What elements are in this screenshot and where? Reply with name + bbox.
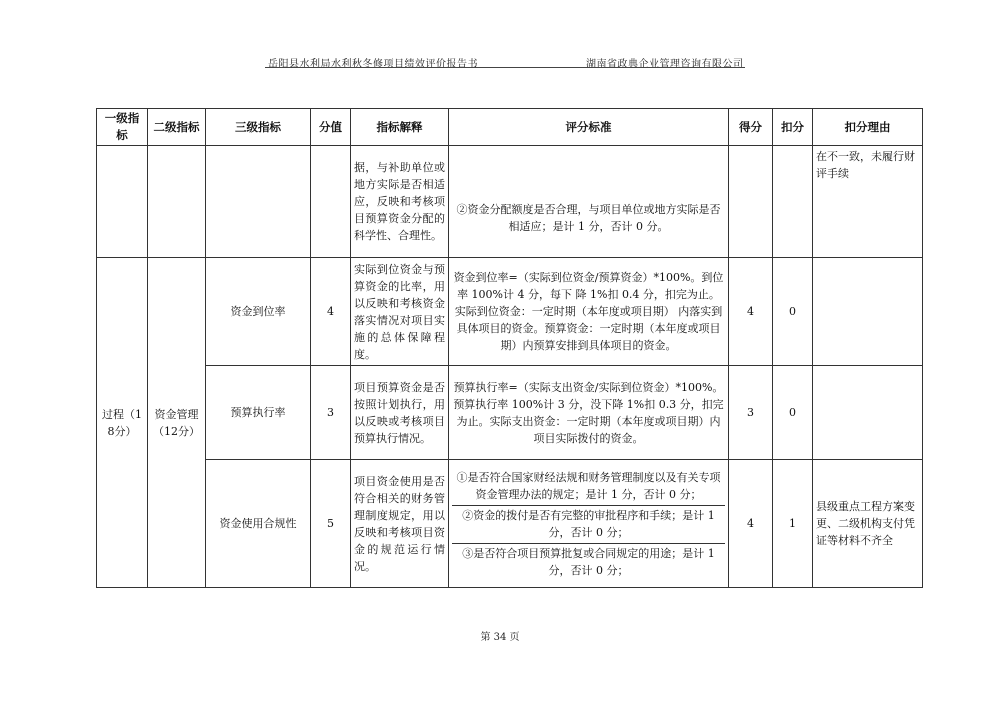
deduction-cell: 1: [773, 460, 813, 588]
page-number: 第 34 页: [480, 632, 520, 643]
explanation-cell: 实际到位资金与预算资金的比率，用以反映和考核资金落实情况对项目实施的总体保障程度。: [351, 258, 449, 366]
level2-cell: 资金管理（12分）: [148, 258, 206, 588]
criterion-text: ①是否符合国家财经法规和财务管理制度以及有关专项资金管理办法的规定；是计 1 分，否计 0 分；: [456, 470, 721, 501]
criterion-text: ③是否符合项目预算批复或合同规定的用途；是计 1 分，否计 0 分；: [452, 543, 725, 580]
score-cell: 4: [729, 460, 773, 588]
deduction-cell: 0: [773, 366, 813, 460]
level1-cell: 过程（18分）: [97, 258, 148, 588]
continuation-reason: 在不一致，未履行财评手续: [813, 146, 923, 258]
criteria-cell: [449, 460, 729, 588]
table-row: [97, 366, 923, 460]
col-header-score-value: 分值: [311, 109, 351, 146]
explanation-cell: 项目预算资金是否按照计划执行，用以反映或考核项目预算执行情况。: [351, 366, 449, 460]
col-header-explanation: 指标解释: [351, 109, 449, 146]
table-row: [97, 460, 923, 588]
score-cell: 3: [729, 366, 773, 460]
header-report-title: 岳阳县水利局水利秋冬修项目绩效评价报告书: [268, 59, 478, 70]
table-row: [97, 258, 923, 366]
header-divider: [265, 67, 745, 68]
score-cell: 4: [729, 258, 773, 366]
col-header-reason: 扣分理由: [813, 109, 923, 146]
criterion-text: ②资金的拨付是否有完整的审批程序和手续；是计 1 分，否计 0 分；: [452, 505, 725, 542]
reason-cell: 县级重点工程方案变更、二级机构支付凭证等材料不齐全: [813, 460, 923, 588]
level3-cell: 资金使用合规性: [206, 460, 311, 588]
level3-cell: 资金到位率: [206, 258, 311, 366]
col-header-score: 得分: [729, 109, 773, 146]
level3-cell: 预算执行率: [206, 366, 311, 460]
deduction-cell: 0: [773, 258, 813, 366]
header-company-name: 湖南省政典企业管理咨询有限公司: [586, 59, 744, 70]
col-header-level3: 三级指标: [206, 109, 311, 146]
score-value-cell: 3: [311, 366, 351, 460]
col-header-deduction: 扣分: [773, 109, 813, 146]
table-row-continuation: [97, 146, 923, 258]
criteria-cell: [449, 258, 729, 366]
col-header-level2: 二级指标: [148, 109, 206, 146]
criteria-cell: [449, 366, 729, 460]
reason-cell: [813, 366, 923, 460]
continuation-criterion: ②资金分配额度是否合理，与项目单位或地方实际是否相适应；是计 1 分，否计 0 分。: [449, 146, 729, 258]
reason-cell: [813, 258, 923, 366]
criterion-text: 预算执行率=（实际支出资金/实际到位资金）*100%。预算执行率 100%计 3 分，没下降 1%扣 0.3 分，扣完为止。实际支出资金：一定时期（本年度或项目期）内项目实际拨付的资金。: [453, 380, 724, 445]
col-header-level1: 一级指标: [97, 109, 148, 146]
col-header-criteria: 评分标准: [449, 109, 729, 146]
criterion-text: 资金到位率=（实际到位资金/预算资金）*100%。到位率 100%计 4 分，每下 降 1%扣 0.4 分，扣完为止。实际到位资金：一定时期（本年度或项目期） 内落实到具体项目的资金。预算资金：一定时期（本年度或项目期）内预算安排到具体项目的资金。: [453, 271, 724, 352]
score-value-cell: 4: [311, 258, 351, 366]
continuation-explanation: 据，与补助单位或地方实际是否相适应，反映和考核项目预算资金分配的科学性、合理性。: [351, 146, 449, 258]
table-header-row: [97, 109, 923, 146]
explanation-cell: 项目资金使用是否符合相关的财务管理制度规定，用以反映和考核项目资金的规范运行情况。: [351, 460, 449, 588]
score-value-cell: 5: [311, 460, 351, 588]
evaluation-table: [96, 108, 923, 588]
